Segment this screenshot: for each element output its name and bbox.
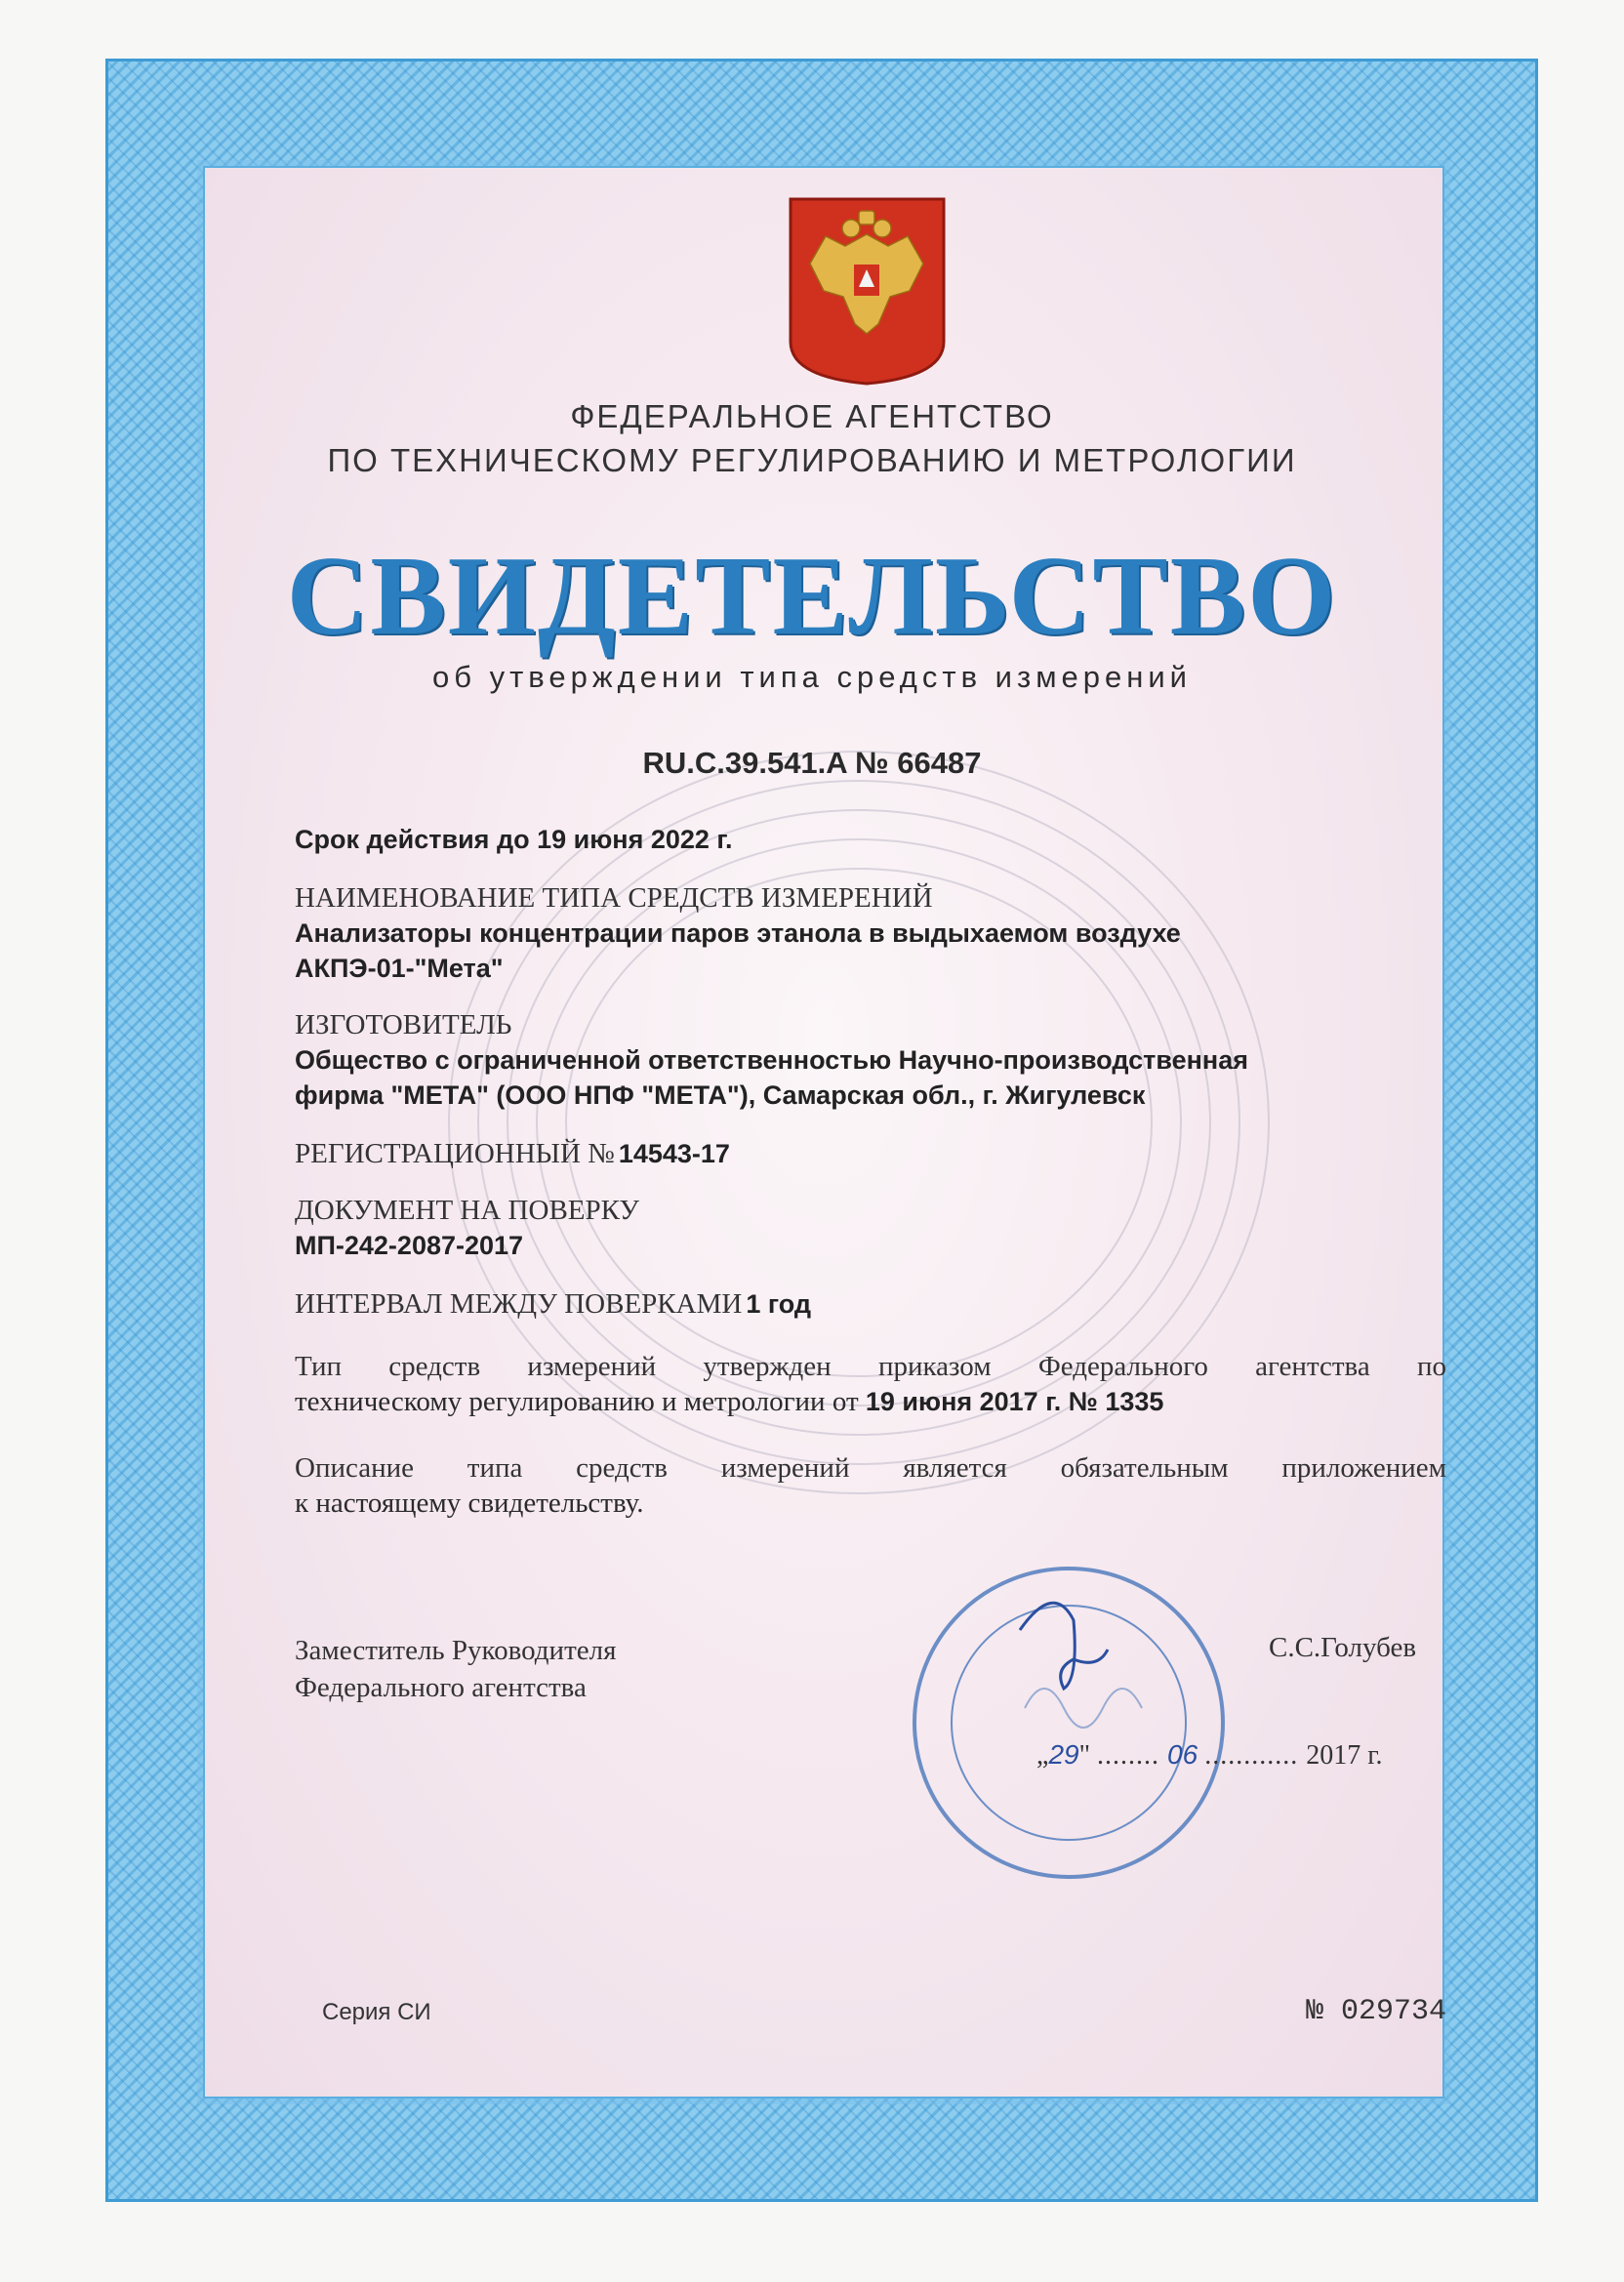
date-year: 2017 г. (1306, 1740, 1383, 1771)
signatory-position (295, 1632, 616, 1706)
order-line-2-prefix: техническому регулированию и метрологии от (295, 1386, 859, 1417)
description-line-2: к настоящему свидетельству. (295, 1487, 644, 1519)
date-day: 29 (1048, 1739, 1079, 1770)
manufacturer-value-line-1: Общество с ограниченной ответственностью Научно-производственная (295, 1045, 1248, 1075)
russian-coat-of-arms-icon (787, 195, 948, 387)
document-subtitle: об утверждении типа средств измерений (432, 660, 1192, 694)
interval-label: ИНТЕРВАЛ МЕЖДУ ПОВЕРКАМИ (295, 1288, 743, 1320)
registration-row (295, 1136, 1446, 1176)
document-series: Серия СИ (322, 1999, 431, 2025)
signatory-name: С.С.Голубев (1269, 1632, 1417, 1663)
validity-value: 19 июня 2022 г. (537, 825, 733, 854)
order-date-number: 19 июня 2017 г. № 1335 (865, 1387, 1164, 1416)
manufacturer-value-line-2: фирма "МЕТА" (ООО НПФ "МЕТА"), Самарская обл., г. Жигулевск (295, 1080, 1146, 1110)
signatory-position-line-2: Федерального агентства (295, 1672, 587, 1703)
official-stamp (908, 1562, 1230, 1884)
validity-label: Срок действия до (295, 825, 530, 854)
date-month: 06 (1167, 1739, 1198, 1770)
interval-row (295, 1286, 1446, 1326)
document-serial-number: № 029734 (1306, 1995, 1447, 2028)
order-line-1: Тип средств измерений утвержден приказом Федерального агентства по (295, 1351, 1446, 1382)
verification-doc-label: ДОКУМЕНТ НА ПОВЕРКУ (295, 1195, 639, 1226)
verification-doc-value: МП-242-2087-2017 (295, 1231, 524, 1260)
type-name-value-line-2: АКПЭ-01-"Мета" (295, 954, 504, 983)
handwritten-signature (1020, 1603, 1108, 1689)
interval-value: 1 год (746, 1289, 811, 1319)
agency-name-line-2: ПО ТЕХНИЧЕСКОМУ РЕГУЛИРОВАНИЮ И МЕТРОЛОГИИ (327, 442, 1297, 478)
signing-date: „29" ........ 06 ............ 2017 г. (1036, 1739, 1383, 1771)
agency-name-line-1: ФЕДЕРАЛЬНОЕ АГЕНТСТВО (570, 398, 1054, 434)
document-title: СВИДЕТЕЛЬСТВО (286, 534, 1338, 659)
validity-row (295, 822, 1446, 857)
type-name-label: НАИМЕНОВАНИЕ ТИПА СРЕДСТВ ИЗМЕРЕНИЙ (295, 882, 933, 914)
signatory-position-line-1: Заместитель Руководителя (295, 1635, 617, 1666)
registration-value: 14543-17 (618, 1139, 730, 1168)
order-line-2 (295, 1384, 1446, 1419)
registration-label: РЕГИСТРАЦИОННЫЙ № (295, 1138, 615, 1169)
certificate-number: RU.C.39.541.A № 66487 (642, 746, 982, 780)
type-name-value-line-1: Анализаторы концентрации паров этанола в выдыхаемом воздухе (295, 918, 1181, 948)
description-line-1: Описание типа средств измерений является обязательным приложением (295, 1452, 1446, 1484)
manufacturer-label: ИЗГОТОВИТЕЛЬ (295, 1009, 512, 1040)
